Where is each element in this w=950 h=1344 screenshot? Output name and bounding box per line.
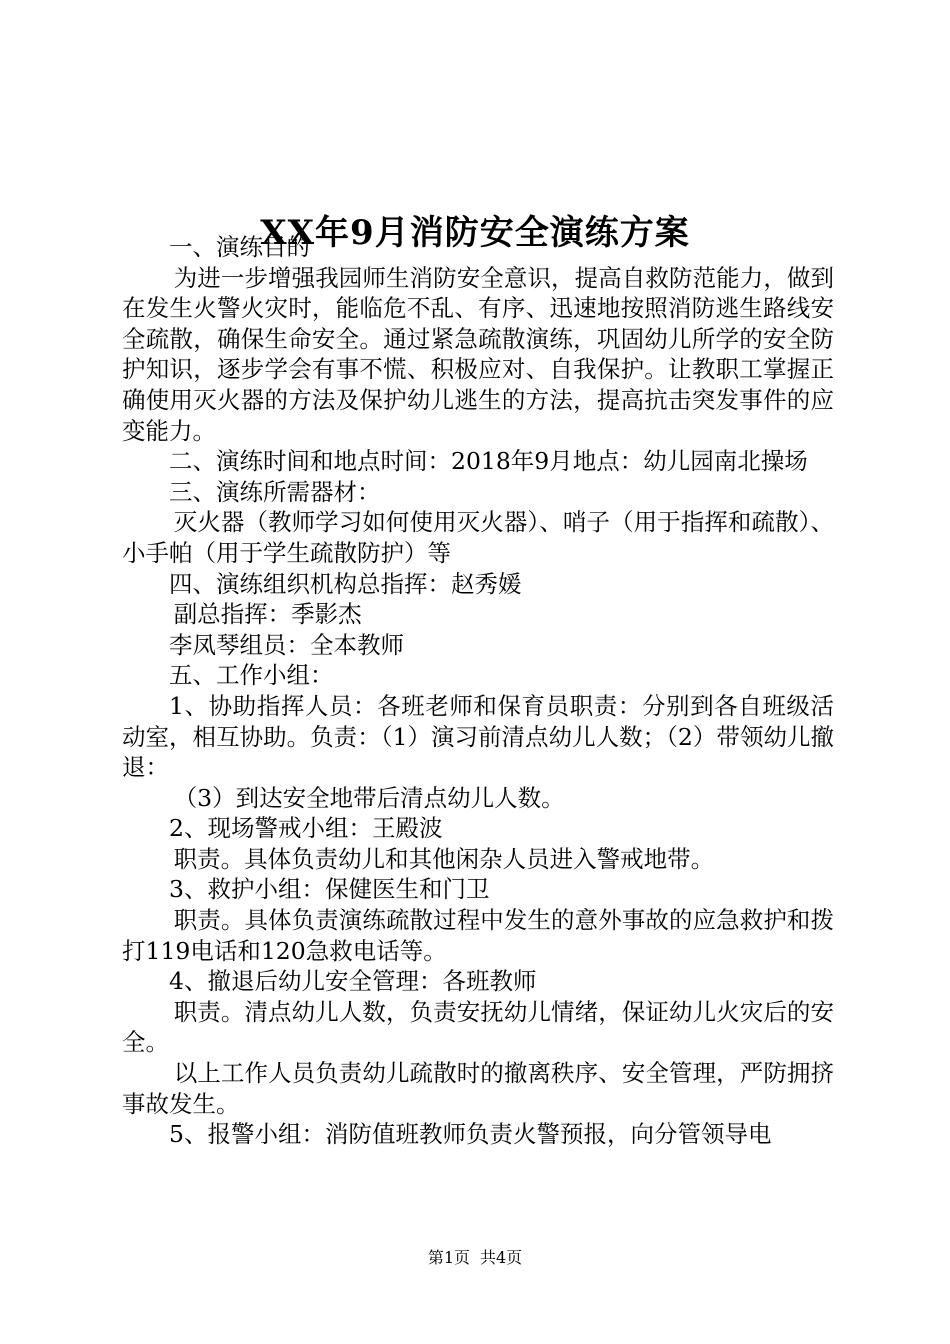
section-heading: 一、演练目的 [169,233,310,261]
paragraph: 副总指挥：季影杰 [173,600,362,629]
paragraph: 1、协助指挥人员：各班老师和保育员职责：分别到各自班级活动室，相互协助。负责：（1）演习前清点幼儿人数；（2）带领幼儿撤退： [122,691,834,782]
section-heading: 五、工作小组： [169,661,334,690]
paragraph: 4、撤退后幼儿安全管理：各班教师 [169,967,537,996]
page-number: 第1页 [427,1248,470,1267]
document-body [122,232,834,1150]
section-heading: 二、演练时间和地点时间：2018年9月地点：幼儿园南北操场 [169,447,808,476]
section-heading: 三、演练所需器材： [169,477,381,506]
paragraph: 以上工作人员负责幼儿疏散时的撤离秩序、安全管理，严防拥挤事故发生。 [122,1059,834,1118]
page-total: 共4页 [480,1248,523,1267]
paragraph: 李凤琴组员：全本教师 [169,630,404,659]
section-heading: 四、演练组织机构总指挥：赵秀媛 [169,569,522,598]
document-title: XX年9月消防安全演练方案 [260,212,690,253]
paragraph: 职责。清点幼儿人数，负责安抚幼儿情绪，保证幼儿火灾后的安全。 [122,997,834,1057]
page-footer [0,1247,950,1269]
paragraph: 职责。具体负责演练疏散过程中发生的意外事故的应急救护和拨打119电话和120急救电话等。 [122,906,834,965]
paragraph: 5、报警小组：消防值班教师负责火警预报，向分管领导电 [169,1120,772,1149]
paragraph: 职责。具体负责幼儿和其他闲杂人员进入警戒地带。 [173,844,715,873]
paragraph: 灭火器（教师学习如何使用灭火器）、哨子（用于指挥和疏散）、小手帕（用于学生疏散防护）等 [122,508,834,567]
paragraph: 为进一步增强我园师生消防安全意识，提高自救防范能力，做到在发生火警火灾时，能临危不乱、有序、迅速地按照消防逃生路线安全疏散，确保生命安全。通过紧急疏散演练，巩固幼儿所学的安全防护知识，逐步学会有事不慌、积极应对、自我保护。让教职工掌握正确使用灭火器的方法及保护幼儿逃生的方法，提高抗击突发事件的应变能力。 [122,263,834,445]
paragraph: 2、现场警戒小组：王殿波 [169,814,443,843]
paragraph: 3、救护小组：保健医生和门卫 [169,875,490,904]
paragraph: （3）到达安全地带后清点幼儿人数。 [173,783,565,812]
